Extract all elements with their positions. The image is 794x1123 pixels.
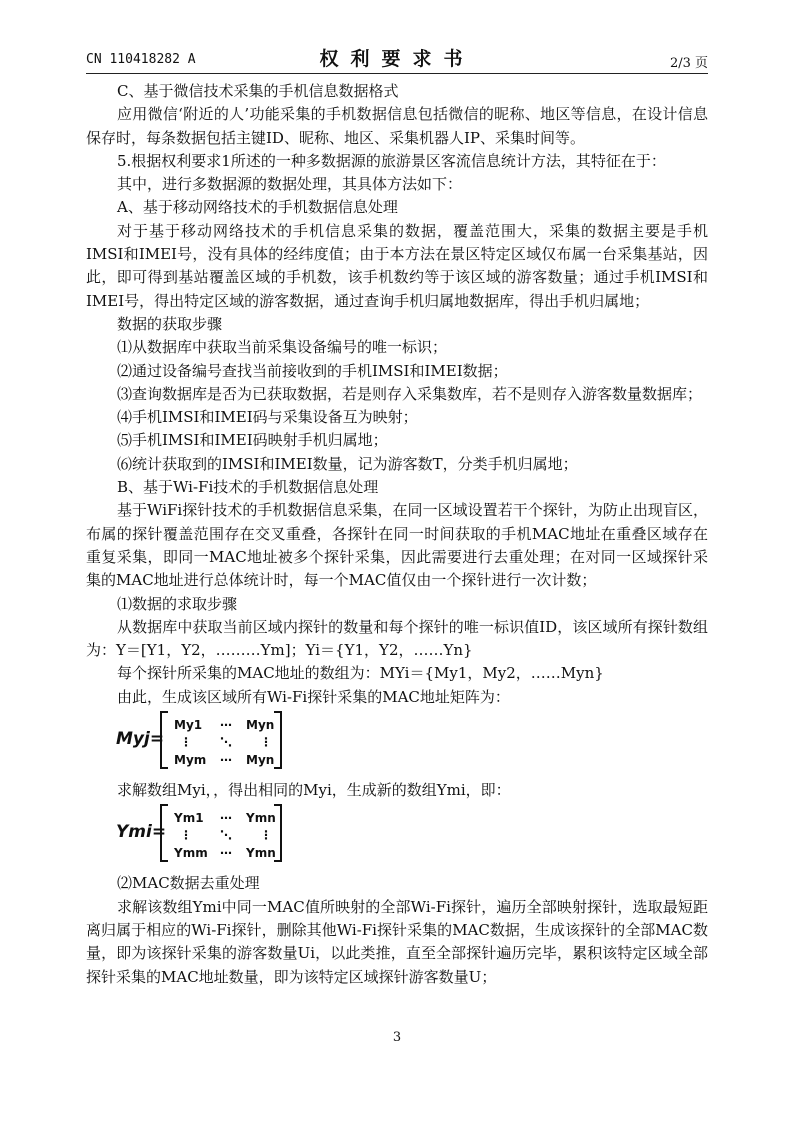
paragraph: 对于基于移动网络技术的手机信息采集的数据，覆盖范围大，采集的数据主要是手机IMSI和IMEI号，没有具体的经纬度值；由于本方法在景区特定区域仅布属一台采集基站，因此，即可得到基站覆盖区域的手机数，该手机数约等于该区域的游客数量；通过手机IMSI和IMEI号，得出特定区域的游客数据，通过查询手机归属地数据库，得出手机归属地；	[86, 221, 708, 310]
matrix-cell: ⋯	[220, 811, 232, 826]
paragraph: B、基于Wi-Fi技术的手机数据信息处理	[117, 478, 379, 497]
mac-address-matrix	[86, 711, 708, 773]
matrix-label: Ymi=	[116, 822, 167, 843]
matrix-cell: Mym	[174, 753, 207, 768]
paragraph: A、基于移动网络技术的手机数据信息处理	[117, 198, 398, 217]
paragraph: C、基于微信技术采集的手机信息数据格式	[117, 82, 399, 100]
matrix-cell: ⋱	[220, 735, 232, 750]
claims-body	[86, 80, 708, 989]
matrix-brackets	[160, 804, 282, 862]
page-number: 3	[392, 1030, 402, 1045]
paragraph: ⑸手机IMSI和IMEI码映射手机归属地；	[117, 431, 388, 450]
matrix-cell: ⋮	[180, 735, 192, 750]
paragraph: ⑶查询数据库是否为已获取数据，若是则存入采集数库，若不是则存入游客数量数据库；	[117, 384, 703, 403]
paragraph: 数据的获取步骤	[117, 314, 223, 333]
paragraph: ⑴数据的求取步骤	[117, 594, 238, 613]
paragraph: 5.根据权利要求1所述的一种多数据源的旅游景区客流信息统计方法，其特征在于：	[117, 151, 666, 170]
matrix-cell: ⋮	[260, 735, 272, 750]
header-divider	[86, 73, 708, 74]
matrix-label: Myj=	[116, 729, 165, 750]
paragraph: 求解数组Myi，，得出相同的Myi，生成新的数组Ymi，即：	[117, 781, 511, 800]
matrix-brackets	[160, 711, 282, 769]
paragraph: 应用微信‘附近的人’功能采集的手机数据信息包括微信的昵称、地区等信息，在设计信息保存时，每条数据包括主键ID、昵称、地区、采集机器人IP、采集时间等。	[86, 105, 708, 147]
page-header	[86, 44, 708, 74]
document-title: 权利要求书	[319, 48, 475, 70]
matrix-cell: ⋮	[260, 828, 272, 843]
deduplicated-matrix	[86, 804, 708, 866]
matrix-cell: ⋯	[220, 718, 232, 733]
paragraph: ⑹统计获取到的IMSI和IMEI数量，记为游客数T，分类手机归属地；	[117, 454, 578, 473]
matrix-cell: Myn	[246, 753, 275, 768]
matrix-cell: Ymm	[174, 846, 208, 861]
matrix-cell: ⋯	[220, 846, 232, 861]
matrix-cell: ⋯	[220, 753, 232, 768]
matrix-cell: Myn	[246, 718, 275, 733]
paragraph: 基于WiFi探针技术的手机数据信息采集，在同一区域设置若干个探针，为防止出现盲区，布属的探针覆盖范围存在交叉重叠，各探针在同一时间获取的手机MAC地址在重叠区域存在重复采集，即同一MAC地址被多个探针采集，因此需要进行去重处理；在对同一区域探针采集的MAC地址进行总体统计时，每一个MAC值仅由一个探针进行一次计数；	[86, 501, 708, 590]
paragraph: 其中，进行多数据源的数据处理，其具体方法如下：	[117, 175, 463, 194]
matrix-cell: Ymn	[246, 811, 276, 826]
paragraph: 求解该数组Ymi中同一MAC值所映射的全部Wi-Fi探针，遍历全部映射探针，选取最短距离归属于相应的Wi-Fi探针，删除其他Wi-Fi探针采集的MAC数据，生成该探针的全部MAC数量，即为该探针采集的游客数量Ui，以此类推，直至全部探针遍历完毕，累积该特定区域全部探针采集的MAC地址数量，即为该特定区域探针游客数量U；	[86, 897, 708, 986]
paragraph: ⑵通过设备编号查找当前接收到的手机IMSI和IMEI数据；	[117, 361, 508, 380]
matrix-cell: My1	[174, 718, 203, 733]
matrix-cell: Ymn	[246, 846, 276, 861]
paragraph: ⑴从数据库中获取当前采集设备编号的唯一标识；	[117, 338, 448, 357]
document-number: CN 110418282 A	[86, 52, 196, 67]
paragraph: 由此，生成该区域所有Wi-Fi探针采集的MAC地址矩阵为：	[117, 687, 510, 706]
paragraph: ⑷手机IMSI和IMEI码与采集设备互为映射；	[117, 408, 418, 427]
paragraph: ⑵MAC数据去重处理	[117, 874, 260, 893]
paragraph: 从数据库中获取当前区域内探针的数量和每个探针的唯一标识值ID，该区域所有探针数组为：Y＝[Y1，Y2，………Ym]；Yi＝{Y1，Y2，……Yn}	[86, 617, 708, 660]
matrix-cell: Ym1	[174, 811, 204, 826]
paragraph: 每个探针所采集的MAC地址的数组为：MYi＝{My1，My2，……Myn}	[117, 664, 604, 683]
page-indicator: 2/3 页	[669, 56, 708, 71]
matrix-cell: ⋮	[180, 828, 192, 843]
matrix-cell: ⋱	[220, 828, 232, 843]
